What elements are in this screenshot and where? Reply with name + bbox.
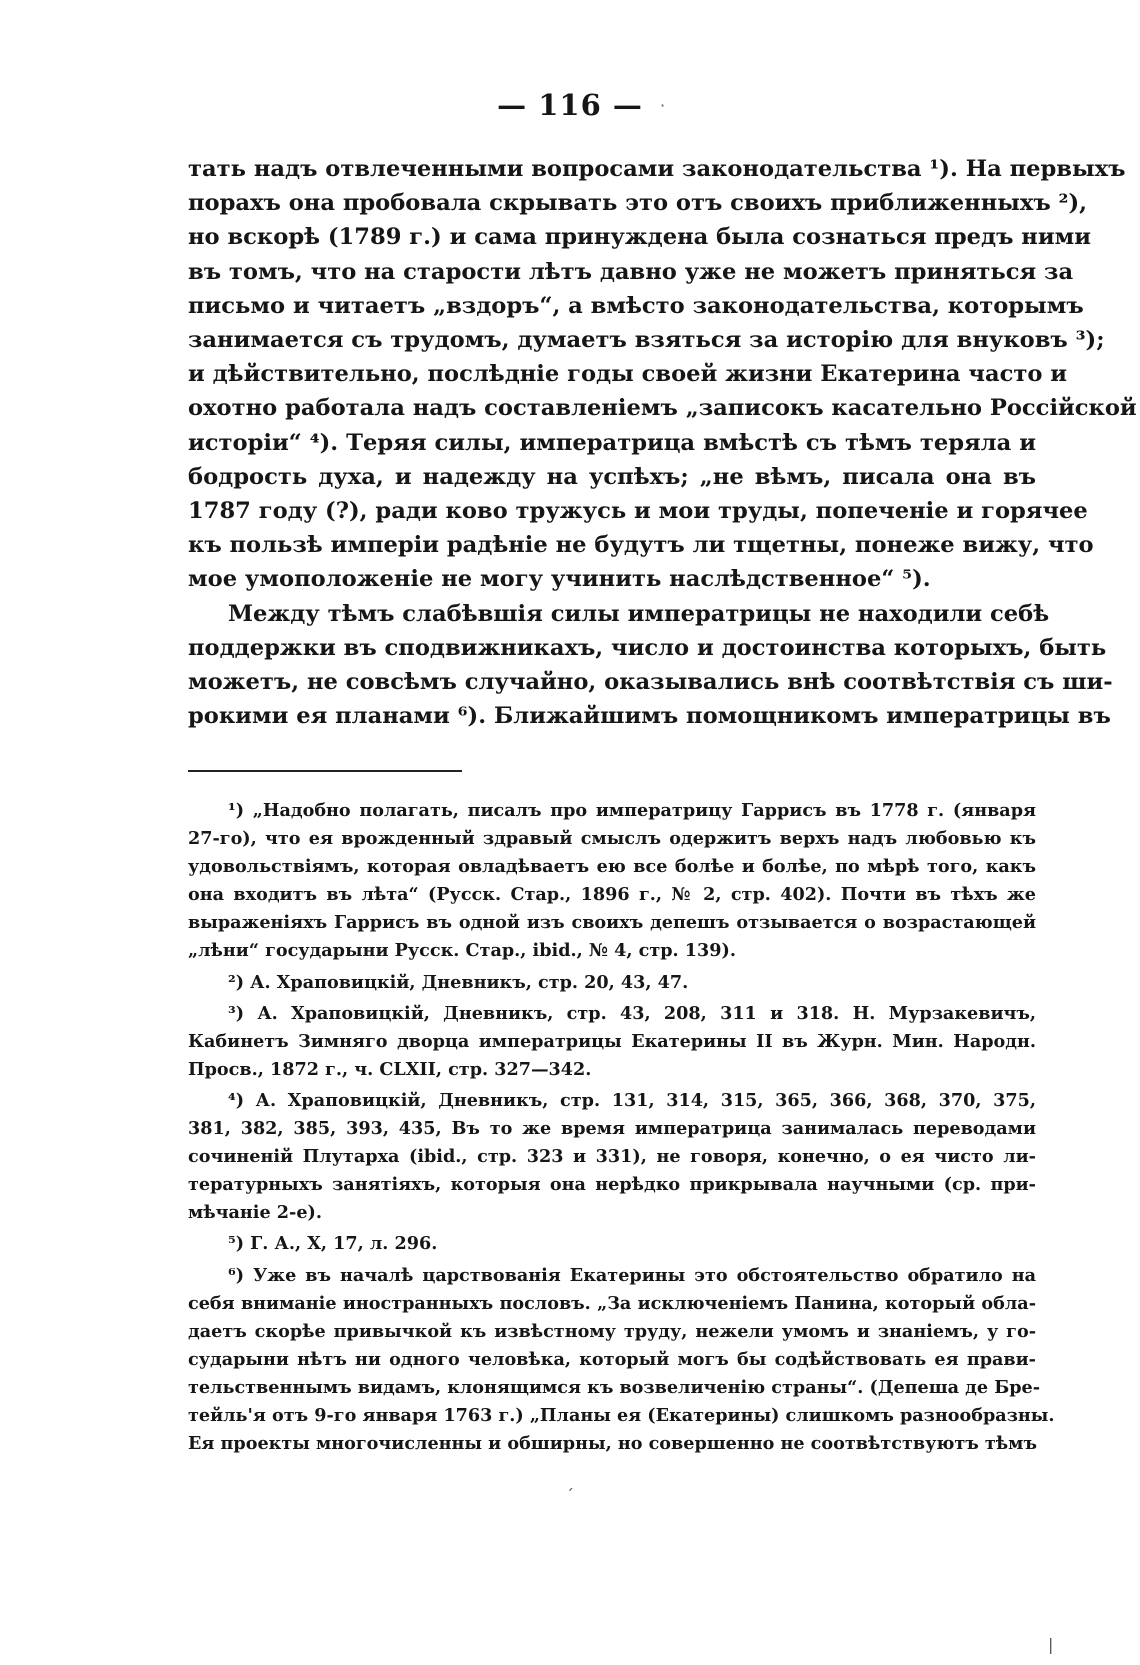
body-line: можетъ, не совсѣмъ случайно, оказывались внѣ соотвѣтствія съ ши- xyxy=(188,669,1113,696)
footnote-line: „лѣни“ государыни Русск. Стар., ibid., № 4, стр. 139). xyxy=(188,940,736,962)
body-line: рокими ея планами ⁶). Ближайшимъ помощникомъ императрицы въ xyxy=(188,703,1111,730)
body-line: поддержки въ сподвижникахъ, число и достоинства которыхъ, быть xyxy=(188,634,1107,661)
footnote-line: ⁴) А. Храповицкій, Дневникъ, стр. 131, 314, 315, 365, 366, 368, 370, 375, xyxy=(228,1089,1036,1111)
body-line: къ пользѣ имперіи радѣніе не будутъ ли тщетны, понеже вижу, что xyxy=(188,532,1094,559)
footnote-line: Кабинетъ Зимняго дворца императрицы Екатерины II въ Журн. Мин. Народн. xyxy=(188,1030,1036,1052)
footnote-line: удовольствіямъ, которая овладѣваетъ ею все болѣе и болѣе, по мѣрѣ того, какъ xyxy=(188,856,1036,878)
footnote-4 xyxy=(188,1087,1036,1227)
footnote-3 xyxy=(188,1000,1036,1084)
scan-speck-mark: ˊ xyxy=(566,1486,574,1505)
scan-speck-mark: | xyxy=(1048,1635,1054,1654)
footnote-separator xyxy=(188,770,462,772)
footnote-2 xyxy=(188,969,1036,997)
body-line: но вскорѣ (1789 г.) и сама принуждена была сознаться предъ ними xyxy=(188,224,1091,251)
footnote-line: ³) А. Храповицкій, Дневникъ, стр. 43, 208, 311 и 318. Н. Мурзакевичъ, xyxy=(228,1002,1036,1024)
footnote-line: даетъ скорѣе привычкой къ извѣстному труду, нежели умомъ и знаніемъ, у го- xyxy=(188,1320,1036,1342)
footnote-1 xyxy=(188,797,1036,966)
body-line: письмо и читаетъ „вздоръ“, а вмѣсто законодательства, которымъ xyxy=(188,292,1084,319)
footnote-line: сочиненій Плутарха (ibid., стр. 323 и 331), не говоря, конечно, о ея чисто ли- xyxy=(188,1146,1036,1168)
footnote-line: ⁶) Уже въ началѣ царствованія Екатерины это обстоятельство обратило на xyxy=(228,1264,1036,1286)
body-line: Между тѣмъ слабѣвшія силы императрицы не находили себѣ xyxy=(228,600,1050,627)
footnote-line: тельственнымъ видамъ, клонящимся къ возвеличенію страны“. (Депеша де Бре- xyxy=(188,1376,1041,1398)
body-line: въ томъ, что на старости лѣтъ давно уже не можетъ приняться за xyxy=(188,258,1074,285)
footnote-line: сударыни нѣтъ ни одного человѣка, который могъ бы содѣйствовать ея прави- xyxy=(188,1348,1036,1370)
body-line: занимается съ трудомъ, думаетъ взяться за исторію для внуковъ ³); xyxy=(188,327,1105,354)
body-line: исторіи“ ⁴). Теряя силы, императрица вмѣстѣ съ тѣмъ теряла и xyxy=(188,429,1036,456)
footnote-line: мѣчаніе 2-е). xyxy=(188,1202,322,1224)
footnote-line: 381, 382, 385, 393, 435, Въ то же время императрица занималась переводами xyxy=(188,1118,1036,1140)
footnote-6 xyxy=(188,1262,1055,1459)
footnote-line: ¹) „Надобно полагать, писалъ про императрицу Гаррисъ въ 1778 г. (января xyxy=(228,800,1036,821)
body-line: порахъ она пробовала скрывать это отъ своихъ приближенныхъ ²), xyxy=(188,190,1087,217)
footnote-line: тейль'я отъ 9-го января 1763 г.) „Планы ея (Екатерины) слишкомъ разнообразны. xyxy=(188,1404,1055,1426)
body-line: мое умоположеніе не могу учинить наслѣдственное“ ⁵). xyxy=(188,566,931,593)
footnote-line: Ея проекты многочисленны и обширны, но совершенно не соотвѣтствуютъ тѣмъ xyxy=(188,1433,1037,1455)
footnote-line: ⁵) Г. А., X, 17, л. 296. xyxy=(228,1233,438,1255)
footnote-5 xyxy=(188,1230,1036,1258)
footnote-line: Просв., 1872 г., ч. CLXII, стр. 327—342. xyxy=(188,1058,592,1080)
body-line: и дѣйствительно, послѣдніе годы своей жизни Екатерина часто и xyxy=(188,361,1068,388)
scan-speck-mark: · xyxy=(660,96,666,115)
footnote-line: ²) А. Храповицкій, Дневникъ, стр. 20, 43, 47. xyxy=(228,971,689,993)
body-line: охотно работала надъ составленіемъ „записокъ касательно Россійской xyxy=(188,395,1137,422)
footnote-line: тературныхъ занятіяхъ, которыя она нерѣдко прикрывала научными (ср. при- xyxy=(188,1174,1036,1196)
body-line: 1787 году (?), ради ково тружусь и мои труды, попеченіе и горячее xyxy=(188,498,1088,525)
footnote-line: выраженіяхъ Гаррисъ въ одной изъ своихъ депешъ отзывается о возрастающей xyxy=(188,912,1036,934)
body-line: бодрость духа, и надежду на успѣхъ; „не вѣмъ, писала она въ xyxy=(188,463,1036,490)
main-text xyxy=(188,152,1137,733)
body-line: тать надъ отвлеченными вопросами законодательства ¹). На первыхъ xyxy=(188,156,1126,182)
footnotes xyxy=(188,797,1055,1461)
footnote-line: себя вниманіе иностранныхъ пословъ. „За исключеніемъ Панина, который обла- xyxy=(188,1292,1036,1314)
footnote-line: 27-го), что ея врожденный здравый смыслъ одержитъ верхъ надъ любовью къ xyxy=(188,828,1036,850)
page-number: — 116 — xyxy=(497,88,643,122)
footnote-line: она входитъ въ лѣта“ (Русск. Стар., 1896 г., № 2, стр. 402). Почти въ тѣхъ же xyxy=(188,884,1036,906)
